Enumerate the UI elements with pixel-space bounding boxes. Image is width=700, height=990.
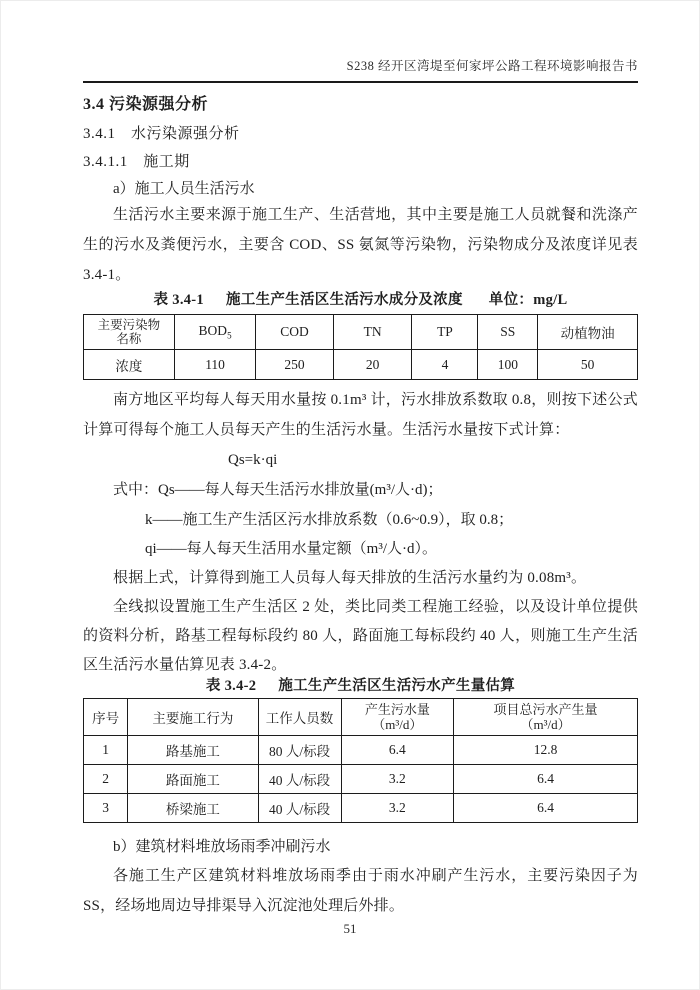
table-cell: 桥梁施工 <box>128 794 258 823</box>
table-cell: 20 <box>333 350 412 380</box>
table-cell: 6.4 <box>454 765 638 794</box>
table-row <box>84 736 638 765</box>
table-cell: 4 <box>412 350 478 380</box>
table-3-4-1 <box>83 314 638 380</box>
table-cell: 50 <box>538 350 638 380</box>
table-cell: 2 <box>84 765 128 794</box>
table-cell: 80 人/标段 <box>258 736 341 765</box>
table-row <box>84 699 638 736</box>
section-heading-3-4-1: 3.4.1 水污染源强分析 <box>83 126 240 142</box>
table-header-tp: TP <box>412 315 478 350</box>
table-3-4-2 <box>83 698 638 823</box>
definition-qi: qi——每人每天生活用水量定额（m³/人·d）。 <box>145 541 437 557</box>
page-number: 51 <box>343 921 357 936</box>
table-3-4-1-caption: 施工生产生活区生活污水成分及浓度 <box>225 292 463 308</box>
table-row <box>84 350 638 380</box>
table-3-4-1-label: 表 3.4-1 <box>153 292 204 308</box>
table-cell: 路面施工 <box>128 765 258 794</box>
table-cell: 40 人/标段 <box>258 765 341 794</box>
table-header-cod: COD <box>256 315 334 350</box>
table-header-tn: TN <box>333 315 412 350</box>
table-cell: 110 <box>174 350 255 380</box>
table-cell: 12.8 <box>454 736 638 765</box>
table-cell: 250 <box>256 350 334 380</box>
paragraph-result: 根据上式，计算得到施工人员每人每天排放的生活污水量约为 0.08m³。 <box>113 570 587 586</box>
table-header-total-sewage: 项目总污水产生量 （m³/d） <box>454 699 638 736</box>
table-row <box>84 765 638 794</box>
table-cell: 3 <box>84 794 128 823</box>
report-title: S238 经开区湾堤至何家坪公路工程环境影响报告书 <box>346 59 638 73</box>
paragraph-water-usage: 南方地区平均每人每天用水量按 0.1m³ 计，污水排放系数取 0.8，则按下述公式计算可得每个施工人员每天产生的生活污水量。生活污水量按下式计算： <box>83 392 638 438</box>
table-header-pollutant-name: 主要污染物 名称 <box>84 315 175 350</box>
table-header-activity: 主要施工行为 <box>128 699 258 736</box>
table-header-index: 序号 <box>84 699 128 736</box>
table-cell: 1 <box>84 736 128 765</box>
table-row <box>84 315 638 350</box>
section-heading-3-4-1-1: 3.4.1.1 施工期 <box>83 154 190 170</box>
paragraph-camp-setup: 全线拟设置施工生产生活区 2 处，类比同类工程施工经验，以及设计单位提供的资料分析，路基工程每标段约 80 人，路面施工每标段约 40 人，则施工生产生活区生活污水量估算见表 3.4-2。 <box>83 599 638 673</box>
table-cell: 3.2 <box>341 794 453 823</box>
formula-qs: Qs=k·qi <box>228 452 278 468</box>
table-cell: 6.4 <box>341 736 453 765</box>
section-heading-3-4: 3.4 污染源强分析 <box>83 96 209 113</box>
table-3-4-1-title <box>83 290 638 311</box>
table-header-bod5: $BOD_5$ <box>174 315 255 350</box>
definition-qs: 式中：Qs——每人每天生活污水排放量(m³/人·d)； <box>113 482 443 498</box>
table-cell: 40 人/标段 <box>258 794 341 823</box>
table-3-4-2-label: 表 3.4-2 <box>205 678 257 694</box>
table-cell: 3.2 <box>341 765 453 794</box>
item-a-heading: a）施工人员生活污水 <box>113 181 255 197</box>
table-row <box>84 794 638 823</box>
item-b-heading: b）建筑材料堆放场雨季冲刷污水 <box>113 839 331 855</box>
table-cell: 路基施工 <box>128 736 258 765</box>
page-header <box>83 58 638 83</box>
paragraph-rain-wash: 各施工生产区建筑材料堆放场雨季由于雨水冲刷产生污水，主要污染因子为 SS，经场地周边导排渠导入沉淀池处理后外排。 <box>83 868 638 914</box>
table-header-animal-plant-oil: 动植物油 <box>538 315 638 350</box>
table-3-4-2-caption: 施工生产生活区生活污水产生量估算 <box>278 678 516 694</box>
table-cell-row-label: 浓度 <box>84 350 175 380</box>
paragraph-domestic-sewage-sources: 生活污水主要来源于施工生产、生活营地，其中主要是施工人员就餐和洗涤产生的污水及粪便污水，主要含 COD、SS 氨氮等污染物，污染物成分及浓度详见表3.4-1。 <box>83 207 638 283</box>
table-cell: 6.4 <box>454 794 638 823</box>
definition-k: k——施工生产生活区污水排放系数（0.6~0.9），取 0.8； <box>145 512 514 528</box>
table-3-4-1-unit: 单位：mg/L <box>488 292 568 308</box>
table-header-ss: SS <box>478 315 538 350</box>
table-cell: 100 <box>478 350 538 380</box>
table-header-sewage-volume: 产生污水量（m³/d） <box>341 699 453 736</box>
table-header-workers: 工作人员数 <box>258 699 341 736</box>
